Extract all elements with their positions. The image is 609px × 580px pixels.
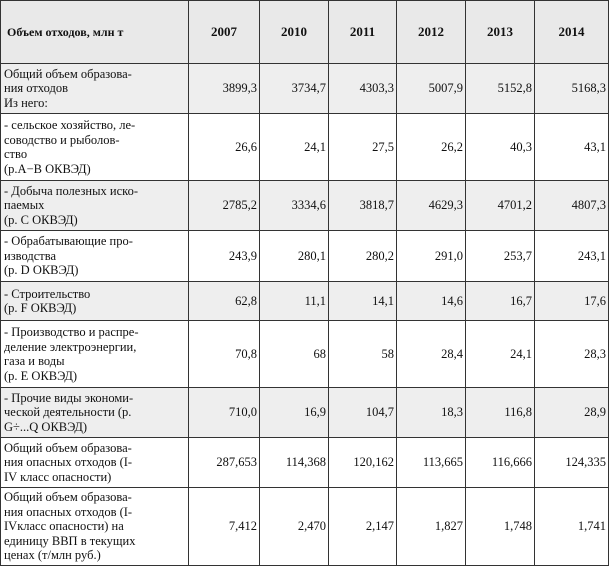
table-cell: 4807,3 [535,181,609,231]
table-cell: 2,147 [329,488,397,566]
table-cell: 280,2 [329,231,397,282]
table-cell: 280,1 [260,231,329,282]
table-cell: 24,1 [260,114,329,181]
table-cell: 3899,3 [189,64,260,114]
table-cell: 4629,3 [397,181,466,231]
table-cell: 3734,7 [260,64,329,114]
table-cell: 26,2 [397,114,466,181]
table-cell: 24,1 [466,321,535,388]
year-header: 2010 [260,1,329,64]
table-cell: 120,162 [329,438,397,488]
table-cell: 14,6 [397,282,466,321]
year-header: 2011 [329,1,397,64]
table-cell: 17,6 [535,282,609,321]
table-cell: 253,7 [466,231,535,282]
table-cell: 40,3 [466,114,535,181]
table-cell: 104,7 [329,388,397,438]
table-row [1,231,609,282]
table-cell: 18,3 [397,388,466,438]
year-header: 2014 [535,1,609,64]
row-label: - Прочие виды экономи- ческой деятельности (р. G÷...Q ОКВЭД) [1,388,189,438]
table-cell: 7,412 [189,488,260,566]
row-label: Общий объем образова- ния отходов Из него: [1,64,189,114]
row-label: - сельское хозяйство, ле- соводство и рыболов- ство (р.А−В ОКВЭД) [1,114,189,181]
header-label: Объем отходов, млн т [1,1,189,64]
table-cell: 28,9 [535,388,609,438]
table-cell: 16,9 [260,388,329,438]
row-label: - Обрабатывающие про- изводства (р. D ОКВЭД) [1,231,189,282]
row-label: Общий объем образова- ния опасных отходов (I- IV класс опасности) [1,438,189,488]
table-cell: 68 [260,321,329,388]
table-cell: 4701,2 [466,181,535,231]
row-label: - Добыча полезных иско- паемых (р. С ОКВЭД) [1,181,189,231]
table-cell: 116,8 [466,388,535,438]
header-row [1,1,609,64]
table-cell: 26,6 [189,114,260,181]
table-cell: 710,0 [189,388,260,438]
table-row [1,181,609,231]
row-label: Общий объем образова- ния опасных отходов (I- IVкласс опасности) на единицу ВВП в текущих ценах (т/млн руб.) [1,488,189,566]
row-label: - Производство и распре- деление электроэнергии, газа и воды (р. Е ОКВЭД) [1,321,189,388]
table-cell: 5007,9 [397,64,466,114]
table-cell: 28,3 [535,321,609,388]
table-cell: 113,665 [397,438,466,488]
table-cell: 27,5 [329,114,397,181]
table-cell: 116,666 [466,438,535,488]
table-cell: 14,1 [329,282,397,321]
table-cell: 243,9 [189,231,260,282]
table-cell: 1,741 [535,488,609,566]
table-cell: 28,4 [397,321,466,388]
table-cell: 3818,7 [329,181,397,231]
table-cell: 1,827 [397,488,466,566]
table-row [1,388,609,438]
table-cell: 2785,2 [189,181,260,231]
table-row [1,282,609,321]
year-header: 2012 [397,1,466,64]
table-cell: 3334,6 [260,181,329,231]
table-cell: 43,1 [535,114,609,181]
table-cell: 70,8 [189,321,260,388]
table-row [1,438,609,488]
table-row [1,321,609,388]
year-header: 2007 [189,1,260,64]
table-cell: 62,8 [189,282,260,321]
table-cell: 1,748 [466,488,535,566]
table-cell: 114,368 [260,438,329,488]
table-cell: 5168,3 [535,64,609,114]
table-cell: 124,335 [535,438,609,488]
table-cell: 243,1 [535,231,609,282]
table-row [1,114,609,181]
year-header: 2013 [466,1,535,64]
table-row [1,64,609,114]
table-cell: 4303,3 [329,64,397,114]
table-cell: 5152,8 [466,64,535,114]
table-row [1,488,609,566]
table-cell: 58 [329,321,397,388]
table-cell: 291,0 [397,231,466,282]
table-cell: 16,7 [466,282,535,321]
row-label: - Строительство (р. F ОКВЭД) [1,282,189,321]
table-cell: 2,470 [260,488,329,566]
table-cell: 287,653 [189,438,260,488]
table-cell: 11,1 [260,282,329,321]
